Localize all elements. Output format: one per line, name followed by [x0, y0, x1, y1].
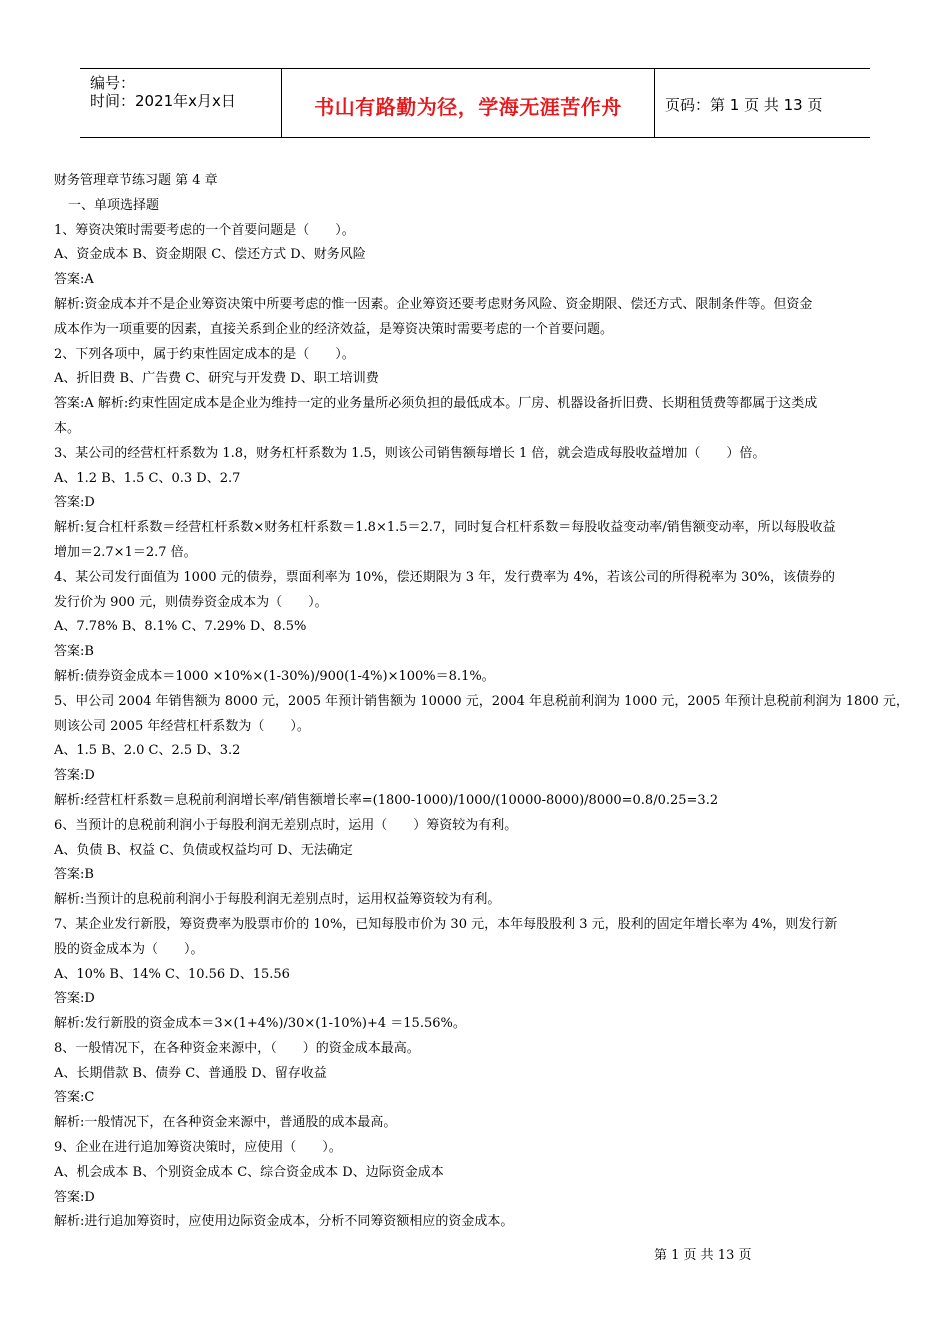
text-line: 4、某公司发行面值为 1000 元的债券，票面利率为 10%，偿还期限为 3 年，发行费率为 4%，若该公司的所得税率为 30%，该债券的 [54, 569, 835, 585]
header-motto-cell [282, 69, 655, 137]
text-line: 答案:B [54, 867, 94, 883]
document-header [80, 68, 870, 138]
time-label: 时间：2021年x月x日 [90, 92, 236, 110]
text-line: 9、企业在进行追加筹资决策时，应使用（ ）。 [54, 1140, 342, 1156]
text-line: 增加＝2.7×1＝2.7 倍。 [54, 544, 197, 560]
text-line: 解析:一般情况下，在各种资金来源中，普通股的成本最高。 [54, 1115, 397, 1131]
text-line: A、长期借款 B、债券 C、普通股 D、留存收益 [54, 1065, 327, 1081]
text-line: 8、一般情况下，在各种资金来源中，（ ）的资金成本最高。 [54, 1040, 420, 1056]
motto-text: 书山有路勤为径，学海无涯苦作舟 [314, 95, 622, 119]
text-line: 答案:A [54, 272, 94, 288]
text-line: 6、当预计的息税前利润小于每股利润无差别点时，运用（ ）筹资较为有利。 [54, 817, 518, 833]
text-line: 答案:D [54, 768, 95, 784]
text-line: 答案:C [54, 1090, 95, 1106]
doc-title: 财务管理章节练习题 第 4 章 [54, 173, 218, 188]
text-line: 1、筹资决策时需要考虑的一个首要问题是（ ）。 [54, 222, 355, 238]
header-page-cell [655, 69, 870, 137]
text-line: 答案:D [54, 495, 95, 511]
header-meta-cell [80, 69, 282, 137]
text-line: 答案:D [54, 1189, 95, 1205]
text-line: A、7.78% B、8.1% C、7.29% D、8.5% [54, 619, 307, 635]
text-line: A、折旧费 B、广告费 C、研究与开发费 D、职工培训费 [54, 371, 379, 387]
text-line: A、1.2 B、1.5 C、0.3 D、2.7 [54, 470, 241, 486]
text-line: 发行价为 900 元，则债券资金成本为（ ）。 [54, 594, 328, 610]
text-line: 则该公司 2005 年经营杠杆系数为（ ）。 [54, 718, 310, 734]
text-line: 解析:资金成本并不是企业筹资决策中所要考虑的惟一因素。企业筹资还要考虑财务风险、资金期限、偿还方式、限制条件等。但资金 [54, 296, 813, 312]
text-line: 答案:B [54, 644, 94, 660]
text-line: 2、下列各项中，属于约束性固定成本的是（ ）。 [54, 346, 355, 362]
text-line: 解析:发行新股的资金成本＝3×(1+4%)/30×(1-10%)+4 ＝15.56%。 [54, 1016, 466, 1032]
text-line: A、10% B、14% C、10.56 D、15.56 [54, 966, 290, 982]
text-line: 本。 [54, 420, 81, 436]
document-body [54, 169, 909, 1235]
section-heading: 一、单项选择题 [68, 197, 160, 213]
text-line: 解析:进行追加筹资时，应使用边际资金成本，分析不同筹资额相应的资金成本。 [54, 1214, 514, 1230]
text-line: A、机会成本 B、个别资金成本 C、综合资金成本 D、边际资金成本 [54, 1164, 444, 1180]
page-footer: 第 1 页 共 13 页 [654, 1248, 752, 1263]
text-line: 7、某企业发行新股，筹资费率为股票市价的 10%，已知每股市价为 30 元，本年每股股利 3 元，股利的固定年增长率为 4%，则发行新 [54, 916, 838, 932]
text-line: 3、某公司的经营杠杆系数为 1.8，财务杠杆系数为 1.5，则该公司销售额每增长 1 倍，就会造成每股收益增加（ ）倍。 [54, 445, 766, 461]
text-line: 答案:A 解析:约束性固定成本是企业为维持一定的业务量所必须负担的最低成本。厂房、机器设备折旧费、长期租赁费等都属于这类成 [54, 396, 818, 412]
text-line: 解析:当预计的息税前利润小于每股利润无差别点时，运用权益筹资较为有利。 [54, 892, 501, 908]
text-line: A、负债 B、权益 C、负债或权益均可 D、无法确定 [54, 842, 353, 858]
question-list [54, 219, 909, 1236]
text-line: 解析:经营杠杆系数＝息税前利润增长率/销售额增长率=(1800-1000)/1000/(10000-8000)/8000=0.8/0.25=3.2 [54, 792, 719, 808]
text-line: 5、甲公司 2004 年销售额为 8000 元，2005 年预计销售额为 10000 元，2004 年息税前利润为 1000 元，2005 年预计息税前利润为 1800 元， [54, 693, 909, 709]
text-line: 解析:复合杠杆系数＝经营杠杆系数×财务杠杆系数＝1.8×1.5＝2.7，同时复合杠杆系数＝每股收益变动率/销售额变动率，所以每股收益 [54, 520, 836, 536]
header-page-label: 页码：第 1 页 共 13 页 [665, 96, 823, 114]
text-line: A、资金成本 B、资金期限 C、偿还方式 D、财务风险 [54, 247, 366, 263]
text-line: 答案:D [54, 991, 95, 1007]
text-line: 股的资金成本为（ ）。 [54, 941, 204, 957]
text-line: 解析:债券资金成本＝1000 ×10%×(1-30%)/900(1-4%)×100%＝8.1%。 [54, 668, 495, 684]
text-line: A、1.5 B、2.0 C、2.5 D、3.2 [54, 743, 241, 759]
text-line: 成本作为一项重要的因素，直接关系到企业的经济效益，是筹资决策时需要考虑的一个首要问题。 [54, 321, 614, 337]
number-label: 编号： [90, 74, 136, 92]
